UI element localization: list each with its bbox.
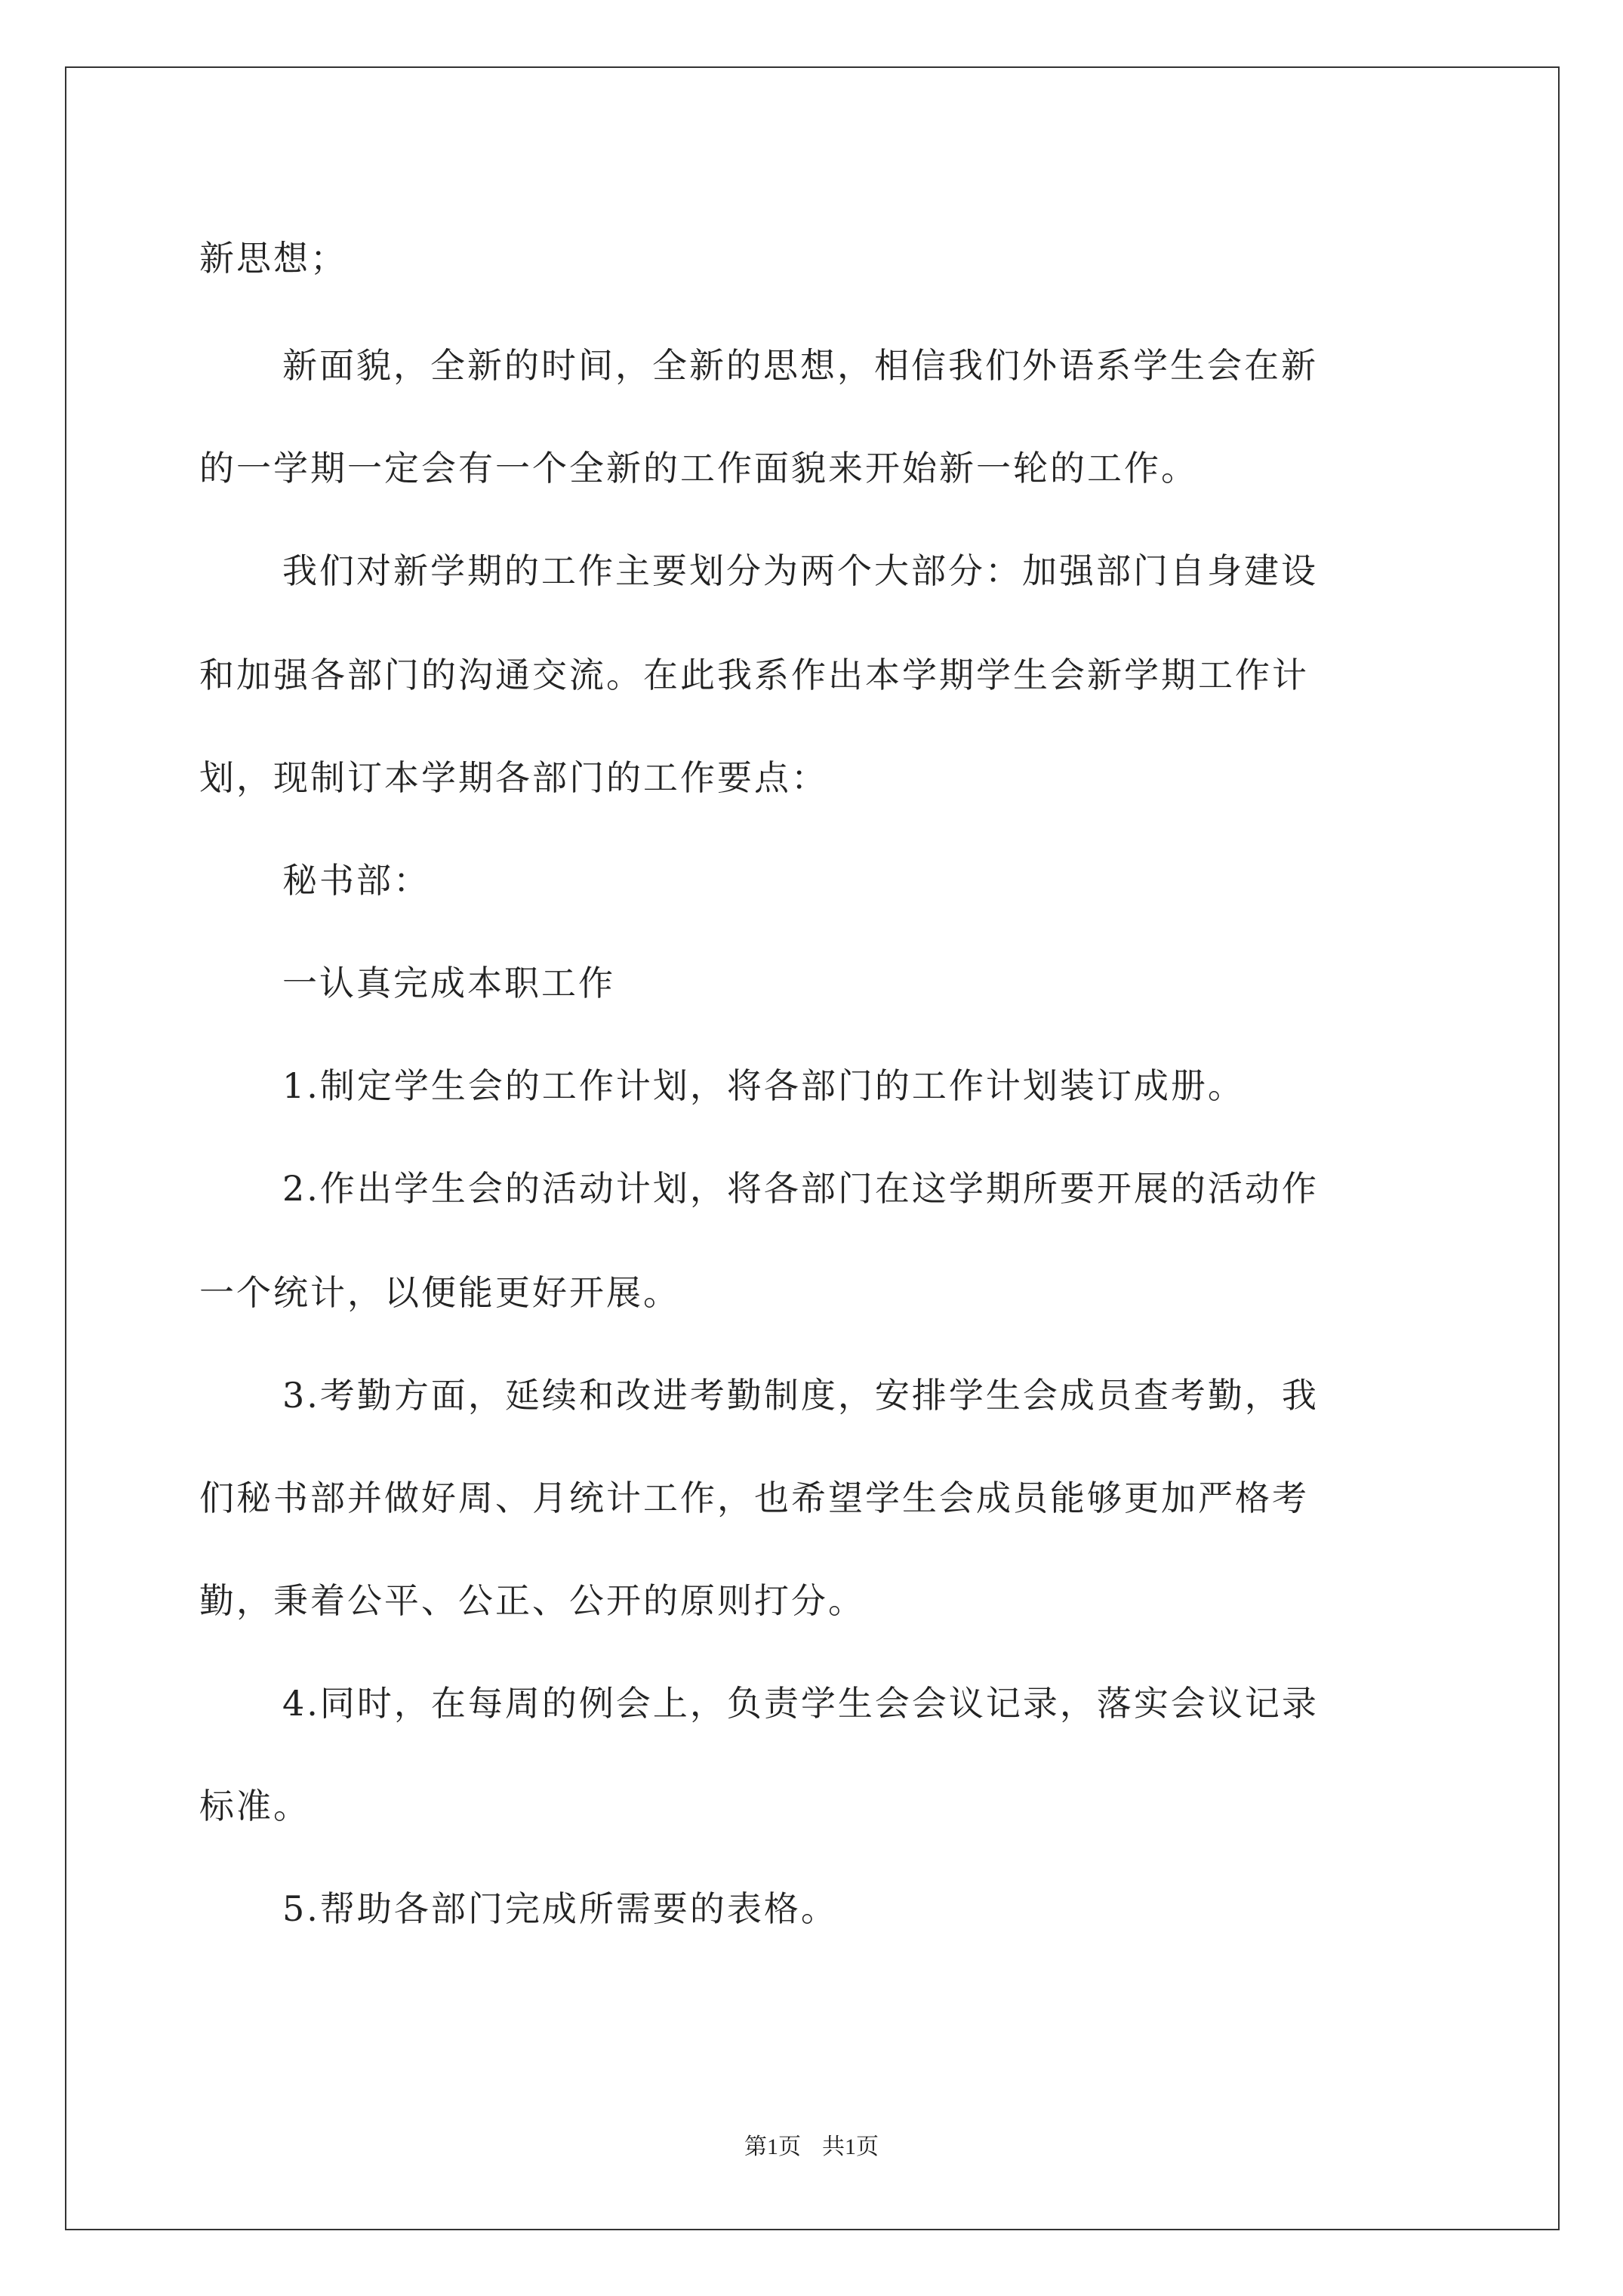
- text-line: 1.制定学生会的工作计划，将各部门的工作计划装订成册。: [282, 1065, 1245, 1106]
- page-footer: [0, 2132, 1623, 2162]
- text-line: 新面貌，全新的时间，全新的思想，相信我们外语系学生会在新: [282, 345, 1318, 386]
- text-line: 我们对新学期的工作主要划分为两个大部分：加强部门自身建设: [282, 550, 1318, 591]
- page-number-total: 共1页: [822, 2134, 879, 2159]
- page-number-current: 第1页: [744, 2134, 801, 2159]
- text-line: 3.考勤方面，延续和改进考勤制度，安排学生会成员查考勤，我: [282, 1375, 1319, 1416]
- text-line: 标准。: [199, 1786, 310, 1826]
- text-line: 的一学期一定会有一个全新的工作面貌来开始新一轮的工作。: [199, 448, 1198, 488]
- text-line: 划，现制订本学期各部门的工作要点：: [199, 757, 828, 798]
- text-line: 一认真完成本职工作: [282, 963, 615, 1003]
- text-line: 一个统计，以便能更好开展。: [199, 1272, 680, 1313]
- text-line: 和加强各部门的沟通交流。在此我系作出本学期学生会新学期工作计: [199, 655, 1309, 695]
- text-line: 们秘书部并做好周、月统计工作，也希望学生会成员能够更加严格考: [199, 1478, 1309, 1518]
- text-line: 秘书部：: [282, 860, 430, 901]
- text-line: 4.同时，在每周的例会上，负责学生会会议记录，落实会议记录: [282, 1683, 1319, 1724]
- text-line: 5.帮助各部门完成所需要的表格。: [282, 1888, 838, 1929]
- text-line: 2.作出学生会的活动计划，将各部门在这学期所要开展的活动作: [282, 1168, 1319, 1209]
- text-line: 新思想；: [199, 238, 347, 279]
- text-line: 勤，秉着公平、公正、公开的原则打分。: [199, 1580, 865, 1621]
